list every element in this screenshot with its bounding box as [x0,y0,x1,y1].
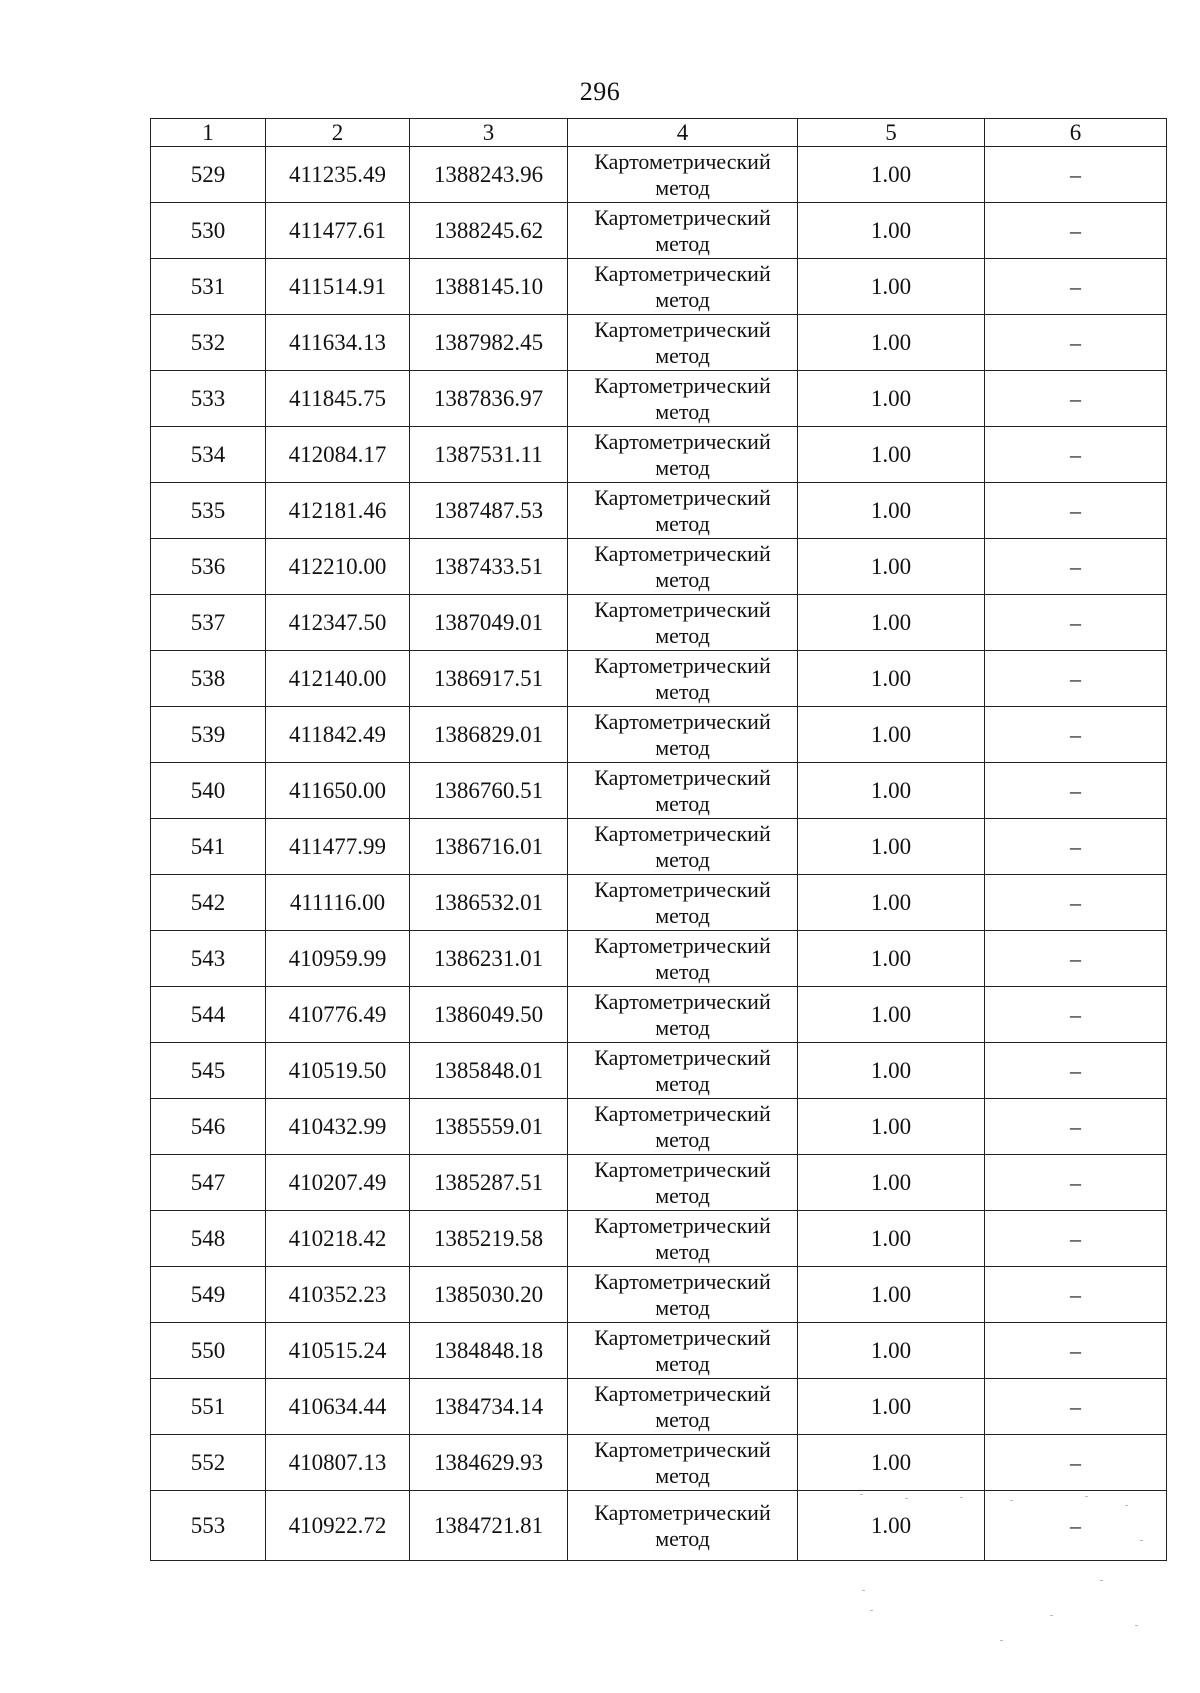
table-row [151,931,1167,987]
point-number-cell: 529 [151,147,266,203]
y-coordinate-cell: 1386231.01 [410,931,568,987]
x-coordinate-cell: 410922.72 [266,1491,410,1561]
y-coordinate-cell: 1386532.01 [410,875,568,931]
table-header [151,119,1167,147]
x-coordinate-cell: 410959.99 [266,931,410,987]
y-coordinate-cell: 1384734.14 [410,1379,568,1435]
method-cell: Картометрический метод [568,1379,798,1435]
accuracy-cell: 1.00 [798,259,985,315]
table-row [151,1267,1167,1323]
note-cell: – [985,1379,1167,1435]
accuracy-cell: 1.00 [798,763,985,819]
x-coordinate-cell: 410515.24 [266,1323,410,1379]
table-row [151,539,1167,595]
point-number-cell: 550 [151,1323,266,1379]
note-cell: – [985,1323,1167,1379]
point-number-cell: 536 [151,539,266,595]
y-coordinate-cell: 1384629.93 [410,1435,568,1491]
accuracy-cell: 1.00 [798,1043,985,1099]
scan-speck [1050,1615,1053,1616]
note-cell: – [985,1491,1167,1561]
note-cell: – [985,1155,1167,1211]
header-row [151,119,1167,147]
method-cell: Картометрический метод [568,1491,798,1561]
y-coordinate-cell: 1388243.96 [410,147,568,203]
method-cell: Картометрический метод [568,875,798,931]
y-coordinate-cell: 1387049.01 [410,595,568,651]
point-number-cell: 532 [151,315,266,371]
scan-speck [960,1497,963,1498]
accuracy-cell: 1.00 [798,1435,985,1491]
x-coordinate-cell: 411477.99 [266,819,410,875]
note-cell: – [985,707,1167,763]
accuracy-cell: 1.00 [798,931,985,987]
header-cell-1: 1 [151,119,266,147]
point-number-cell: 534 [151,427,266,483]
table-row [151,707,1167,763]
x-coordinate-cell: 410218.42 [266,1211,410,1267]
coordinates-table [150,118,1167,1561]
point-number-cell: 553 [151,1491,266,1561]
method-cell: Картометрический метод [568,1211,798,1267]
note-cell: – [985,203,1167,259]
header-cell-3: 3 [410,119,568,147]
table-row [151,1379,1167,1435]
scan-speck [860,1494,863,1495]
method-cell: Картометрический метод [568,1435,798,1491]
note-cell: – [985,763,1167,819]
x-coordinate-cell: 410432.99 [266,1099,410,1155]
method-cell: Картометрический метод [568,1155,798,1211]
y-coordinate-cell: 1386917.51 [410,651,568,707]
x-coordinate-cell: 412210.00 [266,539,410,595]
accuracy-cell: 1.00 [798,1211,985,1267]
scan-speck [1125,1505,1128,1506]
y-coordinate-cell: 1386829.01 [410,707,568,763]
y-coordinate-cell: 1385219.58 [410,1211,568,1267]
point-number-cell: 552 [151,1435,266,1491]
method-cell: Картометрический метод [568,483,798,539]
table-row [151,1099,1167,1155]
note-cell: – [985,1435,1167,1491]
method-cell: Картометрический метод [568,259,798,315]
accuracy-cell: 1.00 [798,875,985,931]
y-coordinate-cell: 1386049.50 [410,987,568,1043]
method-cell: Картометрический метод [568,1043,798,1099]
point-number-cell: 546 [151,1099,266,1155]
method-cell: Картометрический метод [568,1099,798,1155]
note-cell: – [985,1267,1167,1323]
x-coordinate-cell: 412140.00 [266,651,410,707]
method-cell: Картометрический метод [568,987,798,1043]
y-coordinate-cell: 1385287.51 [410,1155,568,1211]
table-row [151,819,1167,875]
method-cell: Картометрический метод [568,371,798,427]
point-number-cell: 548 [151,1211,266,1267]
table-row [151,1435,1167,1491]
scan-speck [862,1590,865,1591]
method-cell: Картометрический метод [568,931,798,987]
table-row [151,1155,1167,1211]
note-cell: – [985,819,1167,875]
y-coordinate-cell: 1385030.20 [410,1267,568,1323]
x-coordinate-cell: 411634.13 [266,315,410,371]
point-number-cell: 543 [151,931,266,987]
note-cell: – [985,315,1167,371]
table-row [151,371,1167,427]
point-number-cell: 545 [151,1043,266,1099]
method-cell: Картометрический метод [568,539,798,595]
table-row [151,651,1167,707]
table-row [151,259,1167,315]
x-coordinate-cell: 410207.49 [266,1155,410,1211]
accuracy-cell: 1.00 [798,819,985,875]
accuracy-cell: 1.00 [798,1099,985,1155]
scan-speck [1100,1580,1103,1581]
table-row [151,203,1167,259]
accuracy-cell: 1.00 [798,1267,985,1323]
accuracy-cell: 1.00 [798,987,985,1043]
note-cell: – [985,595,1167,651]
note-cell: – [985,259,1167,315]
scan-speck [1085,1496,1088,1497]
y-coordinate-cell: 1388245.62 [410,203,568,259]
y-coordinate-cell: 1385559.01 [410,1099,568,1155]
point-number-cell: 547 [151,1155,266,1211]
accuracy-cell: 1.00 [798,427,985,483]
x-coordinate-cell: 412347.50 [266,595,410,651]
point-number-cell: 535 [151,483,266,539]
y-coordinate-cell: 1386716.01 [410,819,568,875]
x-coordinate-cell: 411514.91 [266,259,410,315]
x-coordinate-cell: 412084.17 [266,427,410,483]
method-cell: Картометрический метод [568,427,798,483]
x-coordinate-cell: 411842.49 [266,707,410,763]
point-number-cell: 539 [151,707,266,763]
point-number-cell: 531 [151,259,266,315]
note-cell: – [985,483,1167,539]
x-coordinate-cell: 411845.75 [266,371,410,427]
method-cell: Картометрический метод [568,819,798,875]
scan-speck [1140,1540,1143,1541]
method-cell: Картометрический метод [568,147,798,203]
method-cell: Картометрический метод [568,651,798,707]
y-coordinate-cell: 1387836.97 [410,371,568,427]
point-number-cell: 540 [151,763,266,819]
x-coordinate-cell: 410807.13 [266,1435,410,1491]
accuracy-cell: 1.00 [798,483,985,539]
table-row [151,595,1167,651]
x-coordinate-cell: 411477.61 [266,203,410,259]
accuracy-cell: 1.00 [798,147,985,203]
x-coordinate-cell: 410519.50 [266,1043,410,1099]
method-cell: Картометрический метод [568,763,798,819]
note-cell: – [985,539,1167,595]
accuracy-cell: 1.00 [798,203,985,259]
accuracy-cell: 1.00 [798,539,985,595]
note-cell: – [985,987,1167,1043]
y-coordinate-cell: 1387433.51 [410,539,568,595]
header-cell-5: 5 [798,119,985,147]
accuracy-cell: 1.00 [798,1155,985,1211]
note-cell: – [985,371,1167,427]
y-coordinate-cell: 1384721.81 [410,1491,568,1561]
scan-speck [870,1610,873,1611]
y-coordinate-cell: 1387982.45 [410,315,568,371]
table-row [151,483,1167,539]
method-cell: Картометрический метод [568,203,798,259]
note-cell: – [985,931,1167,987]
scan-speck [905,1498,908,1499]
note-cell: – [985,1043,1167,1099]
table-row [151,427,1167,483]
method-cell: Картометрический метод [568,1267,798,1323]
y-coordinate-cell: 1385848.01 [410,1043,568,1099]
scan-speck [1010,1500,1013,1501]
point-number-cell: 544 [151,987,266,1043]
note-cell: – [985,1099,1167,1155]
table-row [151,875,1167,931]
method-cell: Картометрический метод [568,707,798,763]
x-coordinate-cell: 411650.00 [266,763,410,819]
point-number-cell: 538 [151,651,266,707]
point-number-cell: 542 [151,875,266,931]
x-coordinate-cell: 410634.44 [266,1379,410,1435]
table-body [151,147,1167,1561]
point-number-cell: 551 [151,1379,266,1435]
accuracy-cell: 1.00 [798,1323,985,1379]
header-cell-4: 4 [568,119,798,147]
accuracy-cell: 1.00 [798,371,985,427]
note-cell: – [985,875,1167,931]
table-row [151,1323,1167,1379]
point-number-cell: 541 [151,819,266,875]
accuracy-cell: 1.00 [798,595,985,651]
y-coordinate-cell: 1388145.10 [410,259,568,315]
scan-speck [1000,1640,1003,1641]
page-number: 296 [579,77,621,106]
y-coordinate-cell: 1384848.18 [410,1323,568,1379]
table-row [151,1211,1167,1267]
accuracy-cell: 1.00 [798,1379,985,1435]
note-cell: – [985,147,1167,203]
scan-speck [1135,1625,1138,1626]
y-coordinate-cell: 1387487.53 [410,483,568,539]
header-cell-6: 6 [985,119,1167,147]
x-coordinate-cell: 411235.49 [266,147,410,203]
point-number-cell: 537 [151,595,266,651]
table-row [151,1491,1167,1561]
table-row [151,987,1167,1043]
method-cell: Картометрический метод [568,1323,798,1379]
y-coordinate-cell: 1387531.11 [410,427,568,483]
note-cell: – [985,1211,1167,1267]
method-cell: Картометрический метод [568,595,798,651]
table-row [151,315,1167,371]
note-cell: – [985,427,1167,483]
x-coordinate-cell: 412181.46 [266,483,410,539]
x-coordinate-cell: 411116.00 [266,875,410,931]
table-row [151,1043,1167,1099]
table-row [151,763,1167,819]
x-coordinate-cell: 410352.23 [266,1267,410,1323]
point-number-cell: 530 [151,203,266,259]
point-number-cell: 533 [151,371,266,427]
header-cell-2: 2 [266,119,410,147]
point-number-cell: 549 [151,1267,266,1323]
y-coordinate-cell: 1386760.51 [410,763,568,819]
table-row [151,147,1167,203]
x-coordinate-cell: 410776.49 [266,987,410,1043]
method-cell: Картометрический метод [568,315,798,371]
note-cell: – [985,651,1167,707]
accuracy-cell: 1.00 [798,651,985,707]
accuracy-cell: 1.00 [798,315,985,371]
accuracy-cell: 1.00 [798,707,985,763]
accuracy-cell: 1.00 [798,1491,985,1561]
